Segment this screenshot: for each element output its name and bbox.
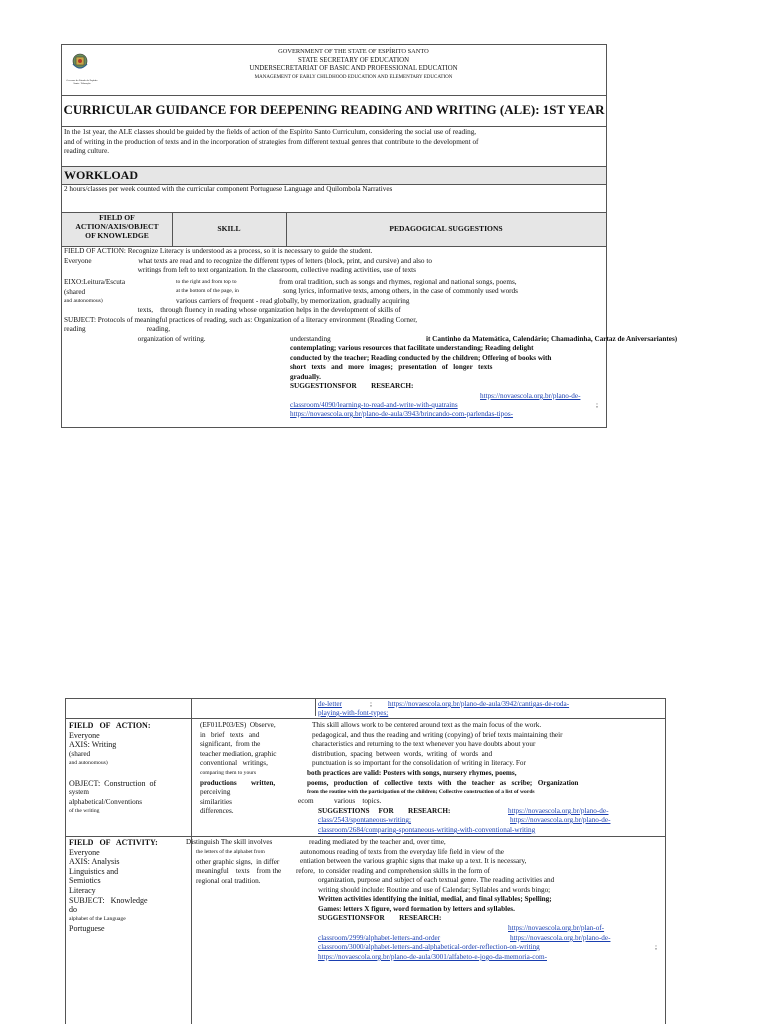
row2-skill: (EF01LP03/ES) Observe, in brief texts and significant, from the teacher mediation, graphic conventional writings, comparing them to yours productions written, perceiving similarities differences. [200,721,277,816]
row3-skill: Distinguish The skill involves [186,838,273,846]
header-line-1: GOVERNMENT OF THE STATE OF ESPÍRITO SANTO [278,48,429,55]
row1-link-1b[interactable]: classroom/4090/learning-to-read-and-write-with-quatrains [290,401,458,409]
row3-suggestions: organization, purpose and subject of each textual genre. The reading activities and writing should include: Routine and use of Calendar; Syllables and words bingo; Written activities identifying the initial, medial, and final syllables; Spelling; Games: letters X figure, word formation by letters and syllables. SUGGESTIONSFOR RESEARCH: [318,876,555,923]
workload-heading: WORKLOAD [64,168,139,182]
row1-text: FIELD OF ACTION: Recognize Literacy is understood as a process, so it is necessary to guide the student. Everyone what texts are read and to recognize the different types of letters (block, print, and cursive) and also to writings from left to text organization. In the classroom, collective reading activities, use of texts [64,247,432,275]
row2-link-2b[interactable]: classroom/2684/comparing-spontaneous-writing-with-conventional-writing [318,826,536,834]
top-link-a[interactable]: de-letter [318,700,342,708]
intro-paragraph: In the 1st year, the ALE classes should be guided by the fields of action of the Espírito Santo Curriculum, considering the social use of reading, and of writing in the production of texts and in the incorporation of strategies from different textual genres that contribute to the development of reading culture. [64,128,479,156]
row2-link-1a[interactable]: https://novaescola.org.br/plano-de- [508,807,609,815]
row3-link-1a[interactable]: https://novaescola.org.br/plan-of- [508,924,605,932]
row3-research-label: SUGGESTIONSFOR RESEARCH: [318,914,442,923]
page-title-wrap [61,102,607,118]
row2-link-2a[interactable]: https://novaescola.org.br/plano-de- [510,816,611,824]
government-header [100,48,607,82]
row3-link-2b[interactable]: classroom/3000/alphabet-letters-and-alphabetical-order-reflection-on-writing [318,943,540,951]
row1-link-1a[interactable]: https://novaescola.org.br/plano-de- [480,392,581,400]
top-link-b[interactable]: https://novaescola.org.br/plano-de-aula/3942/cantigas-de-roda- [388,700,570,708]
row2-link-1b[interactable]: class/2543/spontaneous-writing; [318,816,412,824]
header-line-2: STATE SECRETARY OF EDUCATION [297,56,409,64]
page-title: CURRICULAR GUIDANCE FOR DEEPENING READING AND WRITING (ALE): 1ST YEAR [63,102,605,117]
workload-text: 2 hours/classes per week counted with the curricular component Portuguese Language and Quilombola Narratives [64,185,393,193]
row3-link-3[interactable]: https://novaescola.org.br/plano-de-aula/3001/alfabeto-e-jogo-da-memoria-com- [318,953,547,961]
row3-link-1b[interactable]: classroom/2999/alphabet-letters-and-order [318,934,441,942]
row2-research-label: SUGGESTIONS FOR RESEARCH: [318,807,451,815]
row1-research-label: SUGGESTIONSFOR RESEARCH: [290,382,414,391]
top-link-c[interactable]: playing-with-font-types; [318,709,389,717]
header-line-4: MANAGEMENT OF EARLY CHILDHOOD EDUCATION AND ELEMENTARY EDUCATION [254,74,453,80]
column-header-suggestions: PEDAGOGICAL SUGGESTIONS [389,224,503,233]
row2-suggestions: This skill allows work to be centered around text as the main focus of the work. pedagogical, and thus the reading and writing (copying) of brief texts maintaining their characteristics and returning to the text whenever you have doubts about your distribution, spacing between words, writing of words and punctuation is so important for the consolidation of writing in literacy. For [312,721,563,768]
column-header-field: FIELD OF ACTION/AXIS/OBJECT OF KNOWLEDGE [75,213,159,240]
state-coat-of-arms-icon [70,52,90,74]
header-line-3: UNDERSECRETARIAT OF BASIC AND PROFESSIONAL EDUCATION [249,65,458,72]
row3-field: FIELD OF ACTIVITY: Everyone AXIS: Analysis Linguistics and Semiotics Literacy SUBJECT: Knowledge do alphabet of the Language Portuguese [69,838,158,934]
row1-link-2[interactable]: https://novaescola.org.br/plano-de-aula/3943/brincando-com-parlendas-tipos- [290,410,514,418]
logo-caption: Governo do Estado do Espírito Santo / Educação [66,79,98,85]
column-header-skill: SKILL [217,224,241,233]
row3-link-2a[interactable]: https://novaescola.org.br/plano-de- [510,934,611,942]
row2-field: FIELD OF ACTION: Everyone AXIS: Writing (shared and autonomous) OBJECT: Construction of system alphabetical/Conventions of the writing [69,721,157,815]
